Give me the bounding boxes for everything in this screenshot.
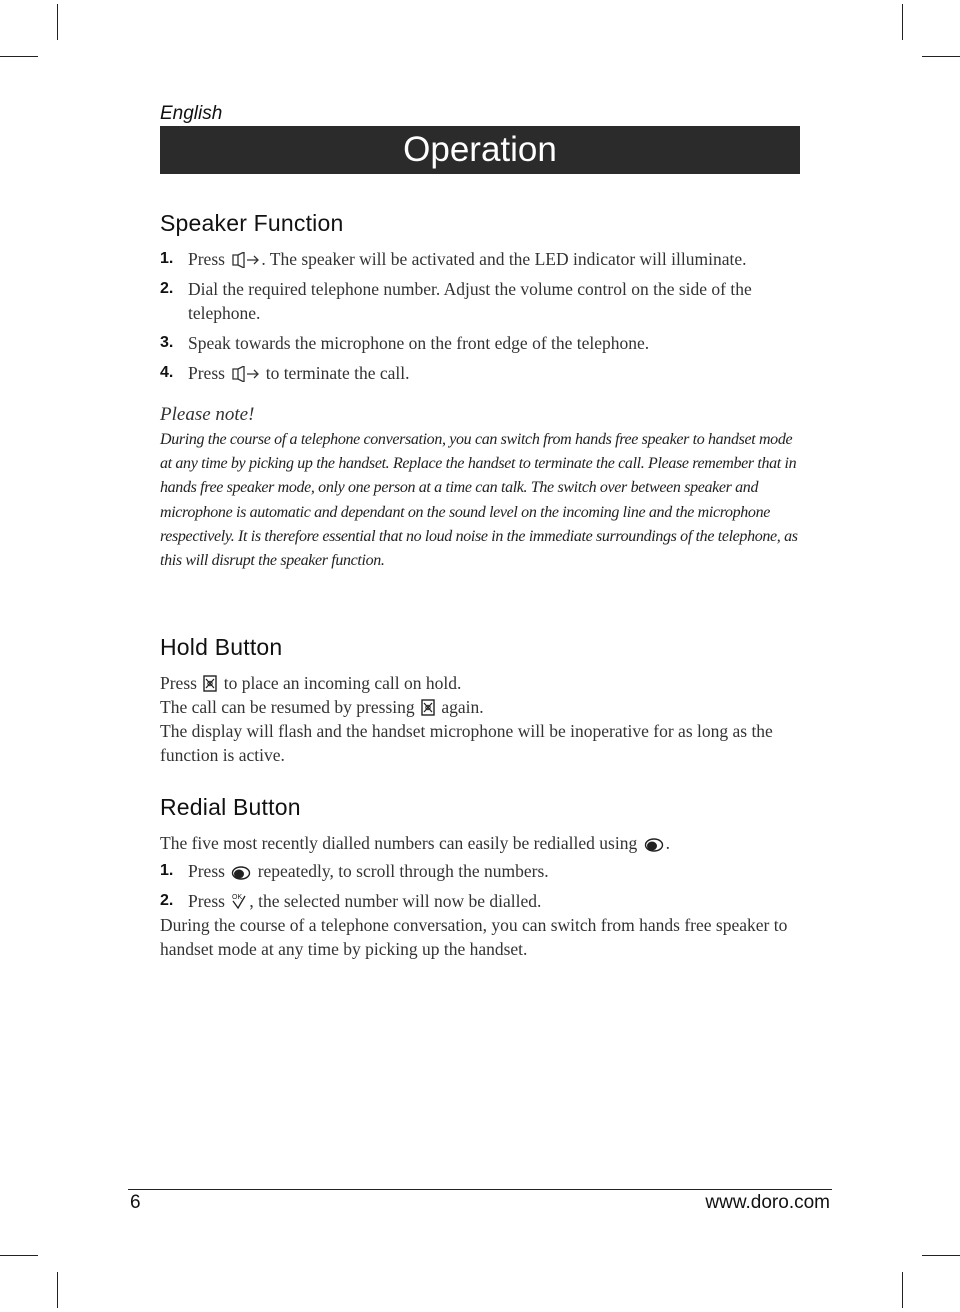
crop-mark — [922, 1255, 960, 1256]
hold-icon — [421, 699, 435, 716]
redial-button-section — [160, 794, 805, 961]
speaker-function-section — [160, 210, 805, 573]
text: again. — [441, 697, 484, 717]
note-body: During the course of a telephone conversation, you can switch from hands free speaker to handset mode at any time by picking up the handset. Replace the handset to terminate the call. Please remember that in hands free speaker mode, only one person at a time can talk. The switch over between speaker and microphone is automatic and dependant on the sound level on the incoming line and the microphone respectively. It is therefore essential that no loud noise in the immediate surroundings of the telephone, as this will disrupt the speaker function. — [160, 431, 798, 570]
step-text: , the selected number will now be dialled. — [249, 891, 542, 911]
section-heading: Redial Button — [160, 794, 301, 820]
website-link[interactable]: www.doro.com — [705, 1192, 830, 1213]
step-text: Press — [188, 363, 225, 383]
redial-icon — [644, 838, 664, 852]
ok-icon — [231, 892, 247, 910]
paragraph — [160, 695, 805, 719]
hold-icon — [203, 675, 217, 692]
paragraph — [160, 831, 805, 855]
text: to place an incoming call on hold. — [223, 673, 462, 693]
note-heading: Please note! — [160, 404, 255, 425]
page-number: 6 — [130, 1192, 141, 1213]
section-heading: Hold Button — [160, 634, 283, 660]
section-heading: Speaker Function — [160, 210, 344, 236]
step-number: 2. — [160, 280, 174, 297]
language-label: English — [160, 103, 223, 124]
text: The call can be resumed by pressing — [160, 697, 415, 717]
step-text: Press — [188, 861, 225, 881]
crop-mark — [922, 56, 960, 57]
hold-button-section — [160, 634, 805, 767]
paragraph — [160, 671, 805, 695]
step-text: Press — [188, 891, 225, 911]
step-text: to terminate the call. — [265, 363, 410, 383]
list-item — [160, 889, 805, 913]
step-number: 2. — [160, 892, 174, 909]
step-list — [160, 247, 805, 385]
crop-mark — [0, 1255, 38, 1256]
text: . — [665, 833, 670, 853]
step-list — [160, 859, 805, 913]
list-item — [160, 361, 805, 385]
paragraph: The display will flash and the handset microphone will be inoperative for as long as the function is active. — [160, 721, 773, 765]
step-number: 4. — [160, 364, 174, 381]
redial-icon — [231, 866, 251, 880]
list-item — [160, 331, 805, 355]
list-item — [160, 859, 805, 883]
step-number: 1. — [160, 250, 174, 267]
list-item — [160, 277, 805, 325]
speaker-icon — [231, 252, 259, 268]
page-banner — [160, 126, 800, 174]
step-number: 3. — [160, 334, 174, 351]
svg-text:OK: OK — [232, 894, 243, 901]
step-text: Speak towards the microphone on the front edge of the telephone. — [188, 333, 650, 353]
crop-mark — [902, 1272, 903, 1308]
crop-mark — [57, 1272, 58, 1308]
speaker-icon — [231, 366, 259, 382]
step-number: 1. — [160, 862, 174, 879]
text: The five most recently dialled numbers can easily be redialled using — [160, 833, 638, 853]
crop-mark — [902, 4, 903, 40]
text: Press — [160, 673, 197, 693]
page-title: Operation — [403, 130, 557, 169]
paragraph: During the course of a telephone conversation, you can switch from hands free speaker to handset mode at any time by picking up the handset. — [160, 915, 788, 959]
footer-divider — [128, 1189, 832, 1190]
step-text: Press — [188, 249, 225, 269]
crop-mark — [0, 56, 38, 57]
step-text: Dial the required telephone number. Adjust the volume control on the side of the telephone. — [188, 279, 752, 323]
step-text: . The speaker will be activated and the LED indicator will illuminate. — [261, 249, 747, 269]
step-text: repeatedly, to scroll through the numbers. — [257, 861, 549, 881]
crop-mark — [57, 4, 58, 40]
list-item — [160, 247, 805, 271]
